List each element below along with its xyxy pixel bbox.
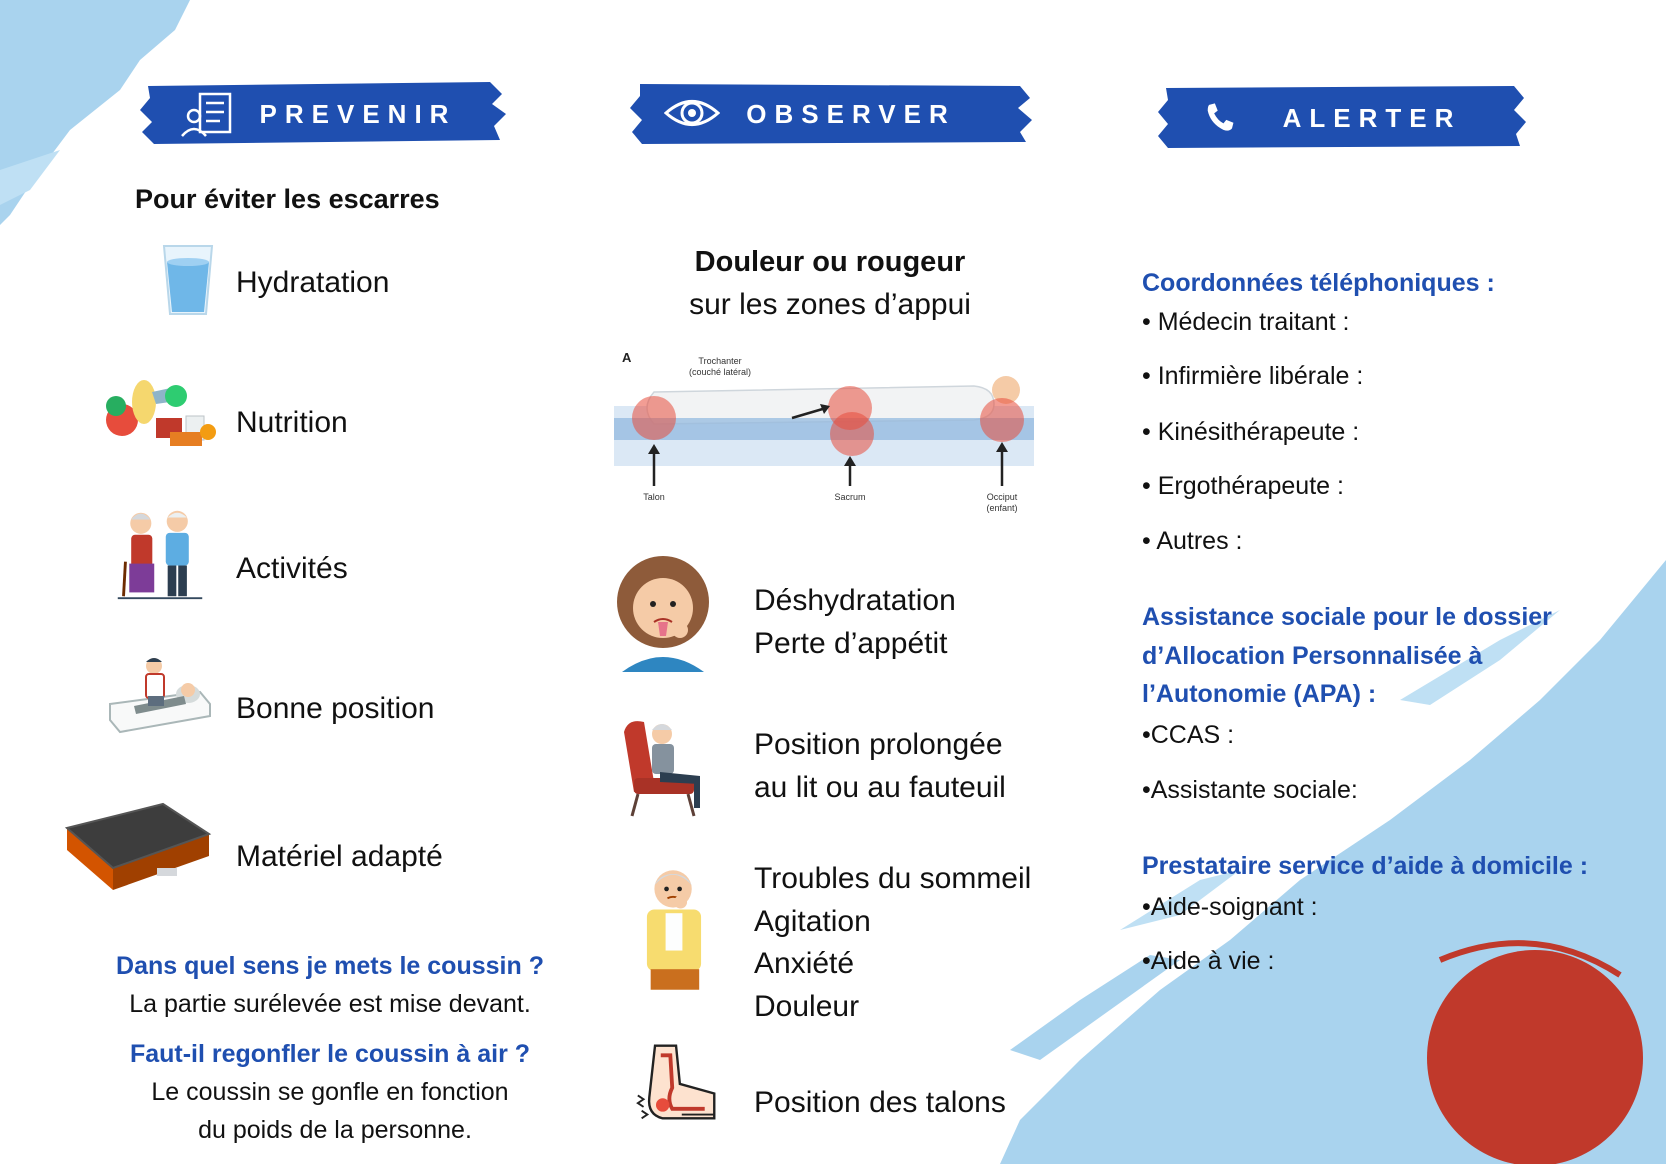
observer-item-4-line-1: Position des talons bbox=[754, 1086, 1006, 1119]
prevenir-question-regonfler: Faut-il regonfler le coussin à air ? bbox=[129, 1040, 531, 1068]
thirsty-woman-icon bbox=[608, 552, 718, 672]
diagram-label-couche-lateral: (couché latéral) bbox=[688, 367, 752, 377]
diagram-label-talon: Talon bbox=[643, 492, 665, 502]
alerter-section-telephone-title: Coordonnées téléphoniques : bbox=[1142, 269, 1495, 297]
diagram-label-occiput: Occiput bbox=[986, 492, 1018, 502]
alerter-section-apa-title-2: d’Allocation Personnalisée à bbox=[1142, 642, 1483, 670]
observer-subtitle: sur les zones d’appui bbox=[689, 288, 971, 321]
red-circle-decoration bbox=[1427, 950, 1643, 1164]
diagram-letter: A bbox=[622, 350, 632, 365]
pressure-points-diagram bbox=[614, 346, 1034, 526]
observer-item-3-line-3: Anxiété bbox=[754, 947, 855, 980]
water-glass-icon bbox=[158, 240, 218, 320]
prevenir-item-nutrition: Nutrition bbox=[236, 406, 348, 439]
alerter-section-apa-title-3: l’Autonomie (APA) : bbox=[1142, 680, 1377, 708]
diagram-label-sacrum: Sacrum bbox=[834, 492, 866, 502]
prevenir-answer-regonfler-2: du poids de la personne. bbox=[198, 1116, 472, 1144]
diagram-label-trochanter: Trochanter bbox=[698, 356, 742, 366]
prevenir-item-hydratation: Hydratation bbox=[236, 266, 390, 299]
banner-alerter-label: ALERTER bbox=[1282, 103, 1462, 133]
observer-item-3-line-1: Troubles du sommeil bbox=[754, 862, 1032, 895]
alerter-contact-kine: • Kinésithérapeute : bbox=[1142, 418, 1360, 446]
observer-item-1-line-1: Déshydratation bbox=[754, 584, 956, 617]
banner-prevenir bbox=[140, 80, 506, 146]
prevenir-item-activites: Activités bbox=[236, 552, 348, 585]
cushion-icon bbox=[52, 798, 214, 898]
prevenir-question-sens-coussin: Dans quel sens je mets le coussin ? bbox=[116, 952, 544, 980]
elderly-armchair-icon bbox=[614, 712, 724, 822]
prevenir-answer-sens-coussin: La partie surélevée est mise devant. bbox=[129, 990, 531, 1018]
observer-item-2-line-1: Position prolongée bbox=[754, 728, 1003, 761]
diagram-label-enfant: (enfant) bbox=[986, 503, 1018, 513]
observer-item-3-line-2: Agitation bbox=[754, 905, 871, 938]
banner-observer-label: OBSERVER bbox=[746, 99, 956, 129]
food-icon bbox=[100, 372, 220, 452]
observer-title: Douleur ou rougeur bbox=[694, 246, 966, 278]
alerter-contact-aide-a-vie: •Aide à vie : bbox=[1142, 947, 1275, 975]
alerter-section-apa-title-1: Assistance sociale pour le dossier bbox=[1142, 603, 1552, 631]
alerter-contact-autres: • Autres : bbox=[1142, 527, 1243, 555]
alerter-contact-medecin: • Médecin traitant : bbox=[1142, 308, 1350, 336]
observer-item-1-line-2: Perte d’appétit bbox=[754, 627, 948, 660]
anxious-elderly-icon bbox=[632, 862, 716, 998]
observer-item-2-line-2: au lit ou au fauteuil bbox=[754, 771, 1006, 804]
elderly-couple-icon bbox=[112, 506, 208, 602]
observer-item-3-line-4: Douleur bbox=[754, 990, 860, 1023]
alerter-section-prestataire-title: Prestataire service d’aide à domicile : bbox=[1142, 852, 1589, 880]
alerter-contact-ccas: •CCAS : bbox=[1142, 721, 1235, 749]
prevenir-answer-regonfler-1: Le coussin se gonfle en fonction bbox=[151, 1078, 509, 1106]
alerter-contact-aide-soignant: •Aide-soignant : bbox=[1142, 893, 1318, 921]
alerter-contact-infirmiere: • Infirmière libérale : bbox=[1142, 362, 1364, 390]
alerter-contact-assistante-sociale: •Assistante sociale: bbox=[1142, 776, 1358, 804]
prevenir-title: Pour éviter les escarres bbox=[135, 184, 440, 214]
heel-pain-icon bbox=[634, 1040, 720, 1126]
banner-alerter bbox=[1158, 84, 1526, 150]
banner-observer bbox=[630, 80, 1032, 146]
alerter-contact-ergo: • Ergothérapeute : bbox=[1142, 472, 1344, 500]
banner-prevenir-label: PREVENIR bbox=[259, 99, 457, 129]
prevenir-item-materiel-adapte: Matériel adapté bbox=[236, 840, 443, 873]
caregiver-bed-icon bbox=[104, 652, 214, 742]
prevenir-item-bonne-position: Bonne position bbox=[236, 692, 435, 725]
